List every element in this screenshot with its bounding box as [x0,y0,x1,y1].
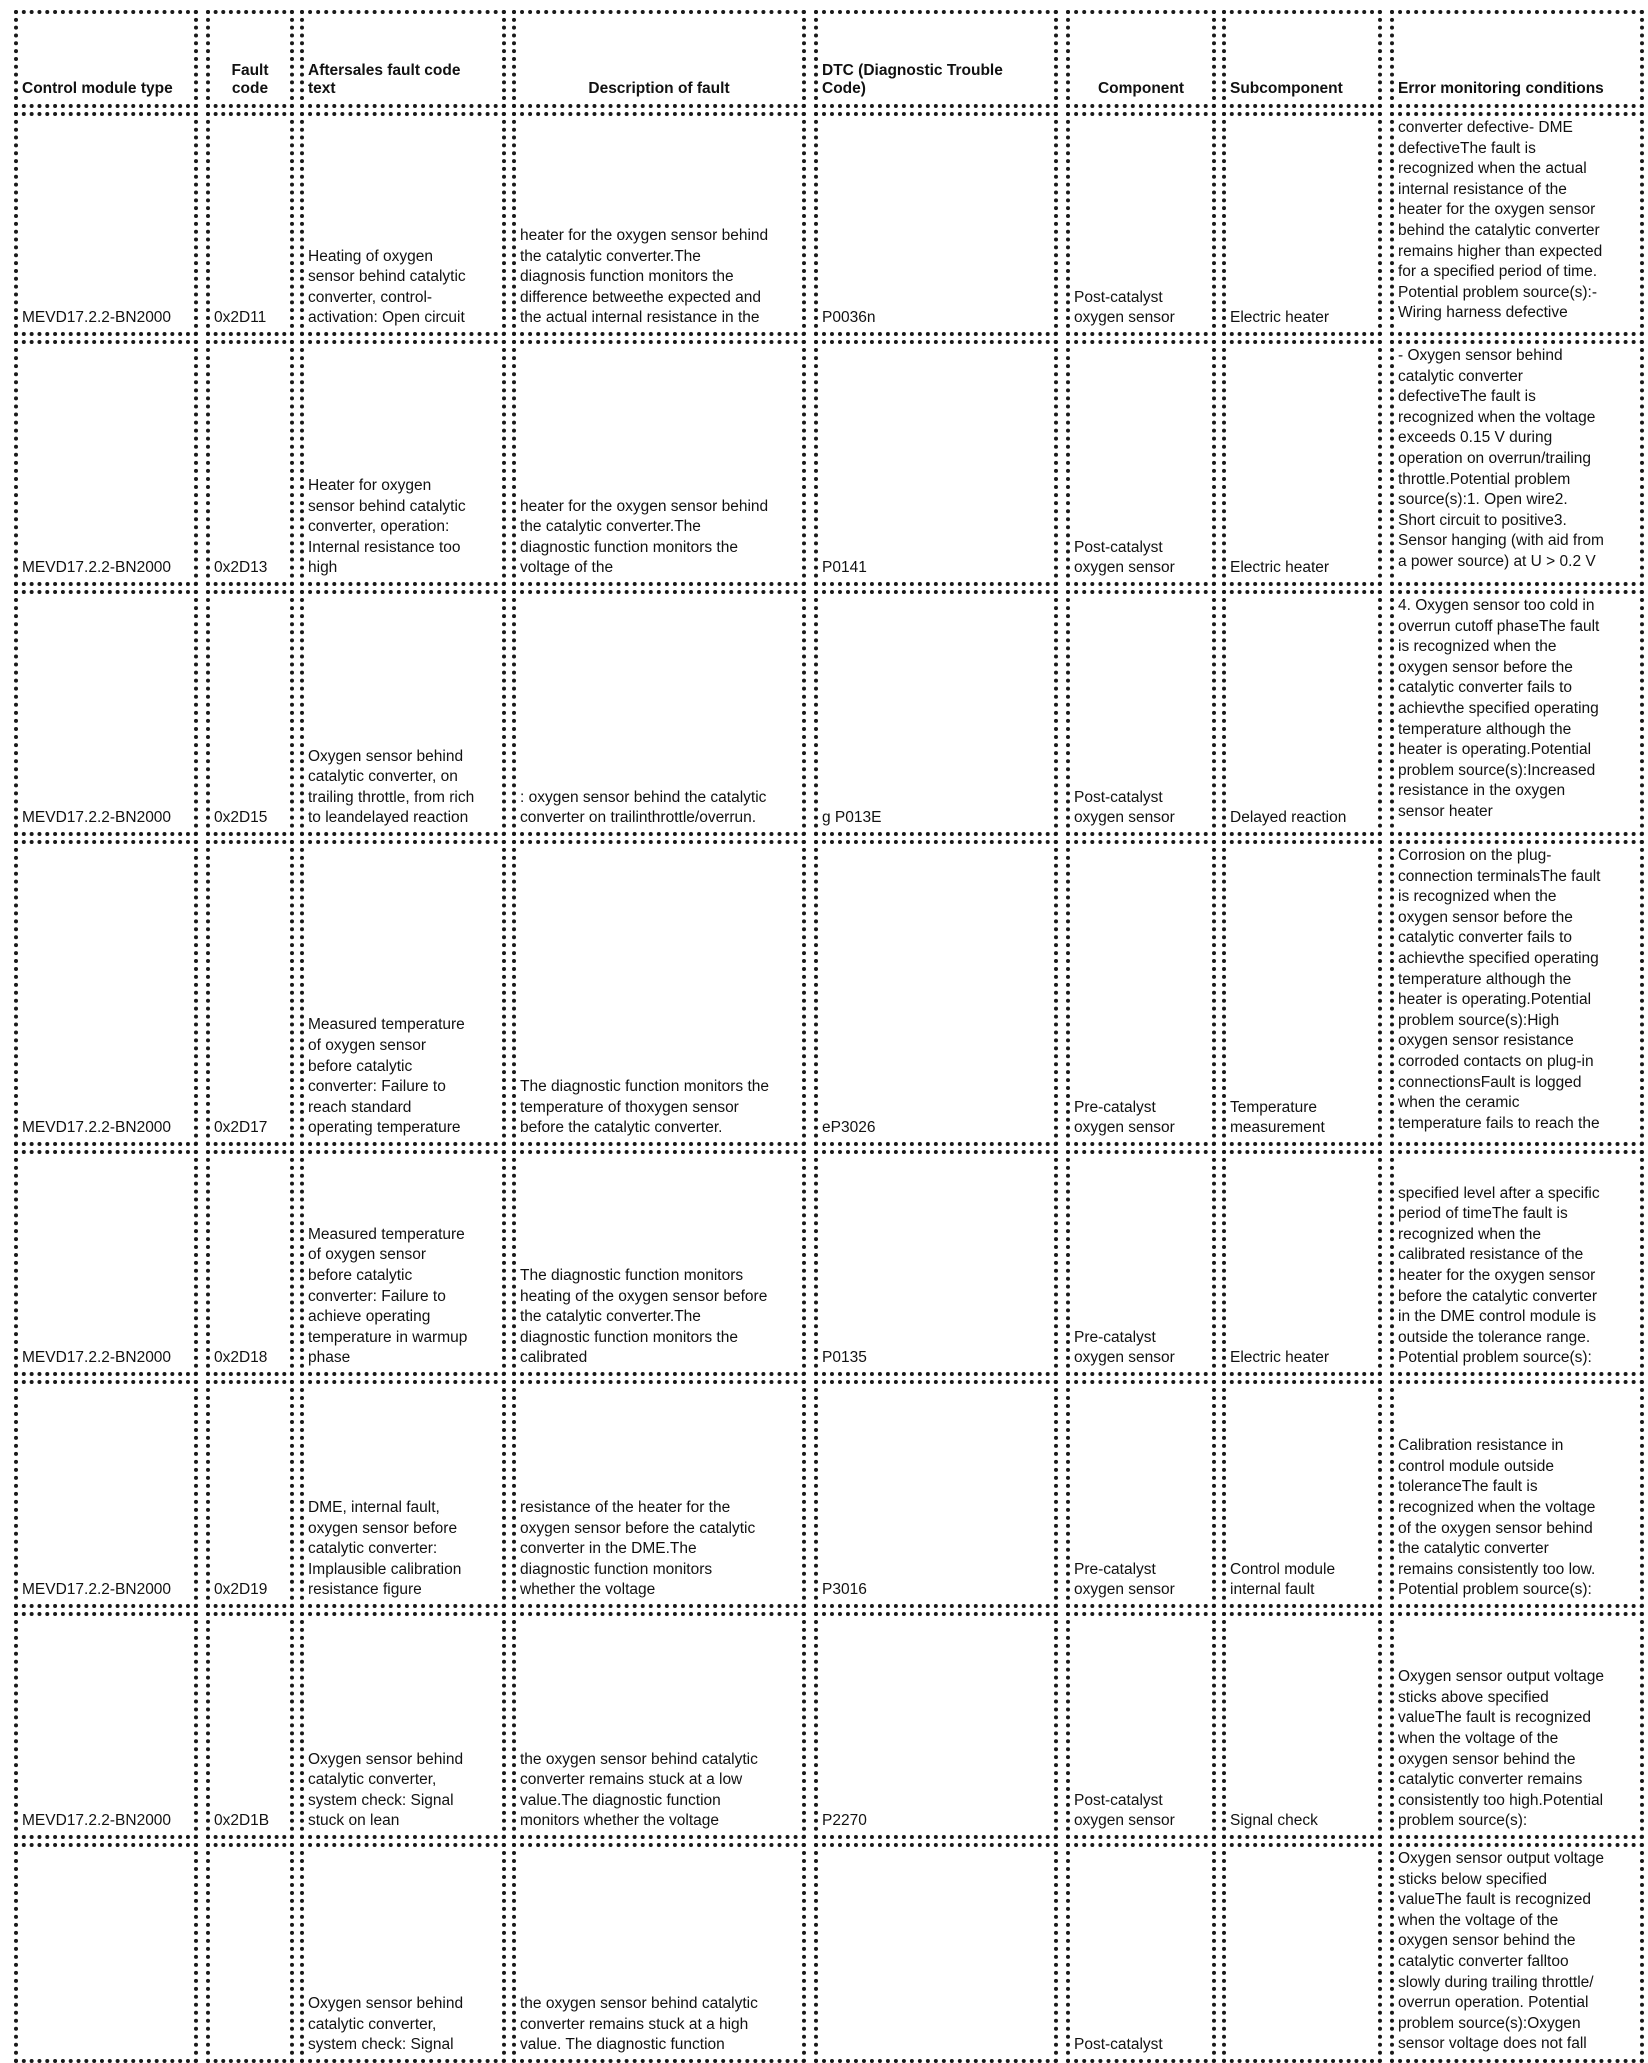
col-aftersales-text-cell: Heater for oxygen sensor behind catalytic converter, operation: Internal resistance too high [300,340,506,586]
col-dtc-cell: P2270 [814,1612,1058,1839]
col-control-module-type-cell: MEVD17.2.2-BN2000 [14,1380,198,1608]
col-subcomponent-cell: Control module internal fault [1222,1380,1382,1608]
col-component-cell: Post-catalyst oxygen sensor [1066,112,1216,336]
col-component-header: Component [1066,10,1216,108]
col-subcomponent-cell: Electric heater [1222,1150,1382,1376]
col-error-conditions-cell: Oxygen sensor output voltage sticks below specified valueThe fault is recognized when the voltage of the oxygen sensor behind the catalytic converter falltoo slowly during trailing throttle/ overrun operation. Potential problem source(s):Oxygen sensor voltage does not fall [1390,1843,1644,2063]
col-dtc-cell: P0036n [814,112,1058,336]
col-description-cell: the oxygen sensor behind catalytic converter remains stuck at a high value. The diagnostic function [512,1843,806,2063]
col-aftersales-text-header: Aftersales fault code text [300,10,506,108]
col-subcomponent-cell: Electric heater [1222,112,1382,336]
col-subcomponent-cell: Delayed reaction [1222,590,1382,836]
col-component-cell: Post-catalyst oxygen sensor [1066,590,1216,836]
col-error-conditions-cell: Oxygen sensor output voltage sticks above specified valueThe fault is recognized when the voltage of the oxygen sensor behind the catalytic converter remains consistently too high.Potential problem source(s): [1390,1612,1644,1839]
col-fault-code-cell: 0x2D1B [206,1612,294,1839]
col-error-conditions-cell: converter defective- DME defectiveThe fault is recognized when the actual internal resistance of the heater for the oxygen sensor behind the catalytic converter remains higher than expected for a specified period of time. Potential problem source(s):- Wiring harness defective [1390,112,1644,336]
col-control-module-type-cell: MEVD17.2.2-BN2000 [14,340,198,586]
col-aftersales-text-cell: Measured temperature of oxygen sensor before catalytic converter: Failure to reach standard operating temperature [300,840,506,1146]
col-dtc-cell [814,1843,1058,2063]
col-dtc-cell: eP3026 [814,840,1058,1146]
col-dtc-cell: P0141 [814,340,1058,586]
col-control-module-type-cell [14,1843,198,2063]
col-fault-code-cell: 0x2D15 [206,590,294,836]
col-description-cell: The diagnostic function monitors the temperature of thoxygen sensor before the catalytic converter. [512,840,806,1146]
col-component-cell: Post-catalyst oxygen sensor [1066,340,1216,586]
col-subcomponent-cell: Signal check [1222,1612,1382,1839]
col-fault-code-cell [206,1843,294,2063]
col-dtc-cell: P0135 [814,1150,1058,1376]
col-fault-code-cell: 0x2D19 [206,1380,294,1608]
col-component-cell: Pre-catalyst oxygen sensor [1066,1380,1216,1608]
col-aftersales-text-cell: Oxygen sensor behind catalytic converter, system check: Signal stuck on lean [300,1612,506,1839]
col-fault-code-cell: 0x2D11 [206,112,294,336]
col-error-conditions-cell: - Oxygen sensor behind catalytic converter defectiveThe fault is recognized when the voltage exceeds 0.15 V during operation on overrun/trailing throttle.Potential problem source(s):1. Open wire2. Short circuit to positive3. Sensor hanging (with aid from a power source) at U > 0.2 V [1390,340,1644,586]
col-description-header: Description of fault [512,10,806,108]
col-aftersales-text-cell: Oxygen sensor behind catalytic converter, system check: Signal [300,1843,506,2063]
col-subcomponent-cell: Electric heater [1222,340,1382,586]
col-description-cell: heater for the oxygen sensor behind the catalytic converter.The diagnosis function monitors the difference betweethe expected and the actual internal resistance in the [512,112,806,336]
col-subcomponent-cell: Temperature measurement [1222,840,1382,1146]
col-description-cell: resistance of the heater for the oxygen sensor before the catalytic converter in the DME.The diagnostic function monitors whether the voltage [512,1380,806,1608]
col-description-cell: The diagnostic function monitors heating of the oxygen sensor before the catalytic converter.The diagnostic function monitors the calibrated [512,1150,806,1376]
col-dtc-header: DTC (Diagnostic Trouble Code) [814,10,1058,108]
col-description-cell: the oxygen sensor behind catalytic converter remains stuck at a low value.The diagnostic function monitors whether the voltage [512,1612,806,1839]
col-aftersales-text-cell: Measured temperature of oxygen sensor before catalytic converter: Failure to achieve operating temperature in warmup phase [300,1150,506,1376]
col-error-conditions-cell: Calibration resistance in control module outside toleranceThe fault is recognized when the voltage of the oxygen sensor behind the catalytic converter remains consistently too low. Potential problem source(s): [1390,1380,1644,1608]
col-dtc-cell: g P013E [814,590,1058,836]
col-component-cell: Pre-catalyst oxygen sensor [1066,1150,1216,1376]
col-error-conditions-cell: Corrosion on the plug- connection terminalsThe fault is recognized when the oxygen sensor before the catalytic converter fails to achievthe specified operating temperature although the heater is operating.Potential problem source(s):High oxygen sensor resistance corroded contacts on plug-in connectionsFault is logged when the ceramic temperature fails to reach the [1390,840,1644,1146]
col-control-module-type-cell: MEVD17.2.2-BN2000 [14,1150,198,1376]
col-component-cell: Post-catalyst oxygen sensor [1066,1612,1216,1839]
col-control-module-type-header: Control module type [14,10,198,108]
col-fault-code-cell: 0x2D17 [206,840,294,1146]
col-aftersales-text-cell: Heating of oxygen sensor behind catalytic converter, control- activation: Open circuit [300,112,506,336]
col-control-module-type-cell: MEVD17.2.2-BN2000 [14,1612,198,1839]
col-description-cell: heater for the oxygen sensor behind the catalytic converter.The diagnostic function monitors the voltage of the [512,340,806,586]
col-error-conditions-header: Error monitoring conditions [1390,10,1644,108]
col-description-cell: : oxygen sensor behind the catalytic converter on trailinthrottle/overrun. [512,590,806,836]
col-fault-code-cell: 0x2D18 [206,1150,294,1376]
col-subcomponent-header: Subcomponent [1222,10,1382,108]
col-subcomponent-cell [1222,1843,1382,2063]
col-aftersales-text-cell: Oxygen sensor behind catalytic converter, on trailing throttle, from rich to leandelayed reaction [300,590,506,836]
col-control-module-type-cell: MEVD17.2.2-BN2000 [14,840,198,1146]
col-error-conditions-cell: specified level after a specific period of timeThe fault is recognized when the calibrated resistance of the heater for the oxygen sensor before the catalytic converter in the DME control module is outside the tolerance range. Potential problem source(s): [1390,1150,1644,1376]
col-fault-code-header: Fault code [206,10,294,108]
col-dtc-cell: P3016 [814,1380,1058,1608]
col-fault-code-cell: 0x2D13 [206,340,294,586]
col-component-cell: Pre-catalyst oxygen sensor [1066,840,1216,1146]
col-control-module-type-cell: MEVD17.2.2-BN2000 [14,112,198,336]
col-aftersales-text-cell: DME, internal fault, oxygen sensor before catalytic converter: Implausible calibration resistance figure [300,1380,506,1608]
col-component-cell: Post-catalyst [1066,1843,1216,2063]
col-error-conditions-cell: 4. Oxygen sensor too cold in overrun cutoff phaseThe fault is recognized when the oxygen sensor before the catalytic converter fails to achievthe specified operating temperature although the heater is operating.Potential problem source(s):Increased resistance in the oxygen sensor heater [1390,590,1644,836]
col-control-module-type-cell: MEVD17.2.2-BN2000 [14,590,198,836]
